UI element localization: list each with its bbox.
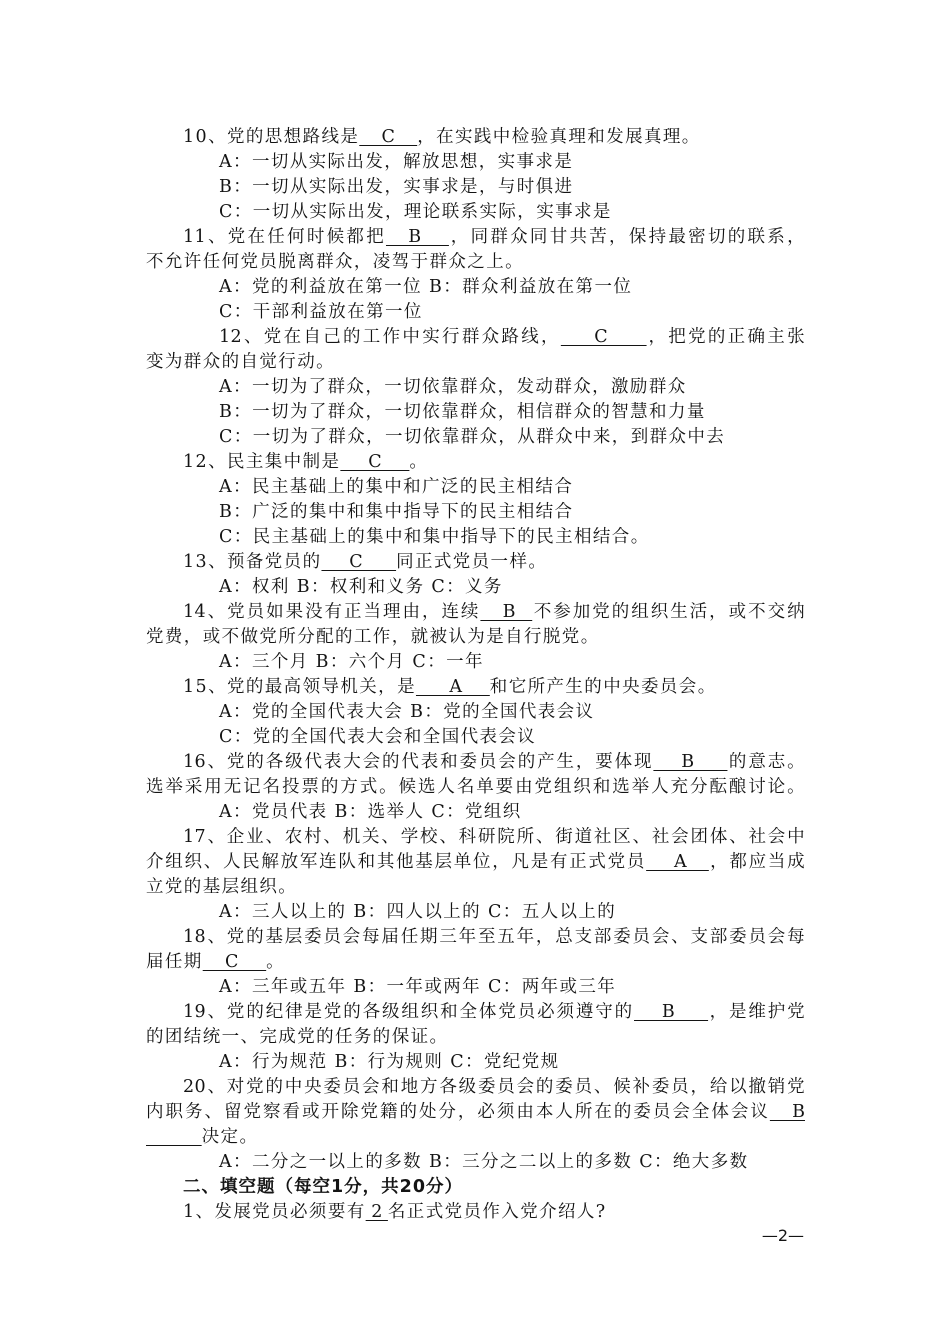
page-number: —2— (761, 1226, 804, 1245)
answer-blank: A (646, 852, 709, 872)
option-b: B：一切从实际出发，实事求是，与时俱进 (219, 177, 574, 197)
answer-blank: C (321, 552, 397, 572)
answer-blank: C (359, 127, 418, 147)
question-stem: 17、企业、农村、机关、学校、科研院所、街道社区、社会团体、社会中 (183, 827, 805, 847)
option-a: A：一切为了群众，一切依靠群众，发动群众，激励群众 (219, 377, 687, 397)
answer-blank-continued (146, 1125, 202, 1149)
option-c: C：一切为了群众，一切依靠群众，从群众中来，到群众中去 (219, 427, 726, 447)
question-stem: 12、民主集中制是 C 。 (183, 452, 429, 472)
options-a-b: A：党的利益放在第一位 B：群众利益放在第一位 (219, 277, 633, 297)
option-c: C：一切从实际出发，理论联系实际，实事求是 (219, 202, 612, 222)
question-stem: 16、党的各级代表大会的代表和委员会的产生，要体现 B 的意志。 (183, 752, 805, 772)
question-stem-continued: 决定。 (146, 1125, 258, 1149)
answer-blank: C (202, 952, 267, 972)
options-a-b: A：党的全国代表大会 B：党的全国代表会议 (219, 702, 595, 722)
question-stem: 10、党的思想路线是 C ，在实践中检验真理和发展真理。 (183, 127, 701, 147)
question-stem-continued: 的团结统一、完成党的任务的保证。 (146, 1027, 449, 1047)
option-c: C：民主基础上的集中和集中指导下的民主相结合。 (219, 527, 650, 547)
options: A：权利 B：权利和义务 C：义务 (219, 577, 503, 597)
options: A：三年或五年 B：一年或两年 C：两年或三年 (219, 977, 617, 997)
option-a: A：民主基础上的集中和广泛的民主相结合 (219, 477, 574, 497)
question-stem-continued: 不允许任何党员脱离群众，凌驾于群众之上。 (146, 252, 524, 272)
section-heading: 二、填空题（每空1分，共20分） (183, 1177, 464, 1197)
options: A：三个月 B：六个月 C：一年 (219, 652, 484, 672)
option-b: B：一切为了群众，一切依靠群众，相信群众的智慧和力量 (219, 402, 706, 422)
question-stem-continued: 内职务、留党察看或开除党籍的处分，必须由本人所在的委员会全体会议 B (146, 1102, 805, 1122)
question-stem-continued: 党费，或不做党所分配的工作，就被认为是自行脱党。 (146, 627, 600, 647)
question-stem: 14、党员如果没有正当理由，连续 B 不参加党的组织生活，或不交纳 (183, 602, 805, 622)
option-c: C：党的全国代表大会和全国代表会议 (219, 727, 537, 747)
answer-blank: C (340, 452, 410, 472)
question-stem: 15、党的最高领导机关，是 A 和它所产生的中央委员会。 (183, 677, 717, 697)
answer-blank: B (480, 602, 533, 622)
question-stem: 11、党在任何时候都把 B ，同群众同甘共苦，保持最密切的联系， (183, 227, 805, 247)
question-stem-continued: 选举采用无记名投票的方式。候选人名单要由党组织和选举人充分酝酿讨论。 (146, 777, 805, 797)
answer-blank: A (415, 677, 490, 697)
question-stem-continued: 变为群众的自觉行动。 (146, 352, 335, 372)
question-stem-continued: 立党的基层组织。 (146, 877, 298, 897)
options: A：三人以上的 B：四人以上的 C：五人以上的 (219, 902, 617, 922)
answer-blank: B (769, 1102, 805, 1122)
options: A：党员代表 B：选举人 C：党组织 (219, 802, 522, 822)
option-b: B：广泛的集中和集中指导下的民主相结合 (219, 502, 574, 522)
answer-blank: 2 (365, 1202, 388, 1222)
question-stem: 1、发展党员必须要有 2 名正式党员作入党介绍人? (183, 1202, 607, 1222)
question-stem: 19、党的纪律是党的各级组织和全体党员必须遵守的 B ，是维护党 (183, 1002, 805, 1022)
options: A：行为规范 B：行为规则 C：党纪党规 (219, 1052, 560, 1072)
question-stem-continued: 届任期 C 。 (146, 952, 286, 972)
question-stem: 20、对党的中央委员会和地方各级委员会的委员、候补委员，给以撤销党 (183, 1077, 805, 1097)
answer-blank: B (653, 752, 728, 772)
answer-blank: B (634, 1002, 709, 1022)
question-stem: 18、党的基层委员会每届任期三年至五年，总支部委员会、支部委员会每 (183, 927, 805, 947)
question-stem: 13、预备党员的 C 同正式党员一样。 (183, 552, 548, 572)
option-c: C：干部利益放在第一位 (219, 302, 423, 322)
options: A：二分之一以上的多数 B：三分之二以上的多数 C：绝大多数 (219, 1152, 749, 1172)
option-a: A：一切从实际出发，解放思想，实事求是 (219, 152, 574, 172)
question-stem: 12、党在自己的工作中实行群众路线， C ，把党的正确主张 (219, 327, 805, 347)
question-stem-continued: 介组织、人民解放军连队和其他基层单位，凡是有正式党员 A ，都应当成 (146, 852, 806, 872)
answer-blank: C (560, 327, 647, 347)
answer-blank: B (385, 227, 449, 247)
